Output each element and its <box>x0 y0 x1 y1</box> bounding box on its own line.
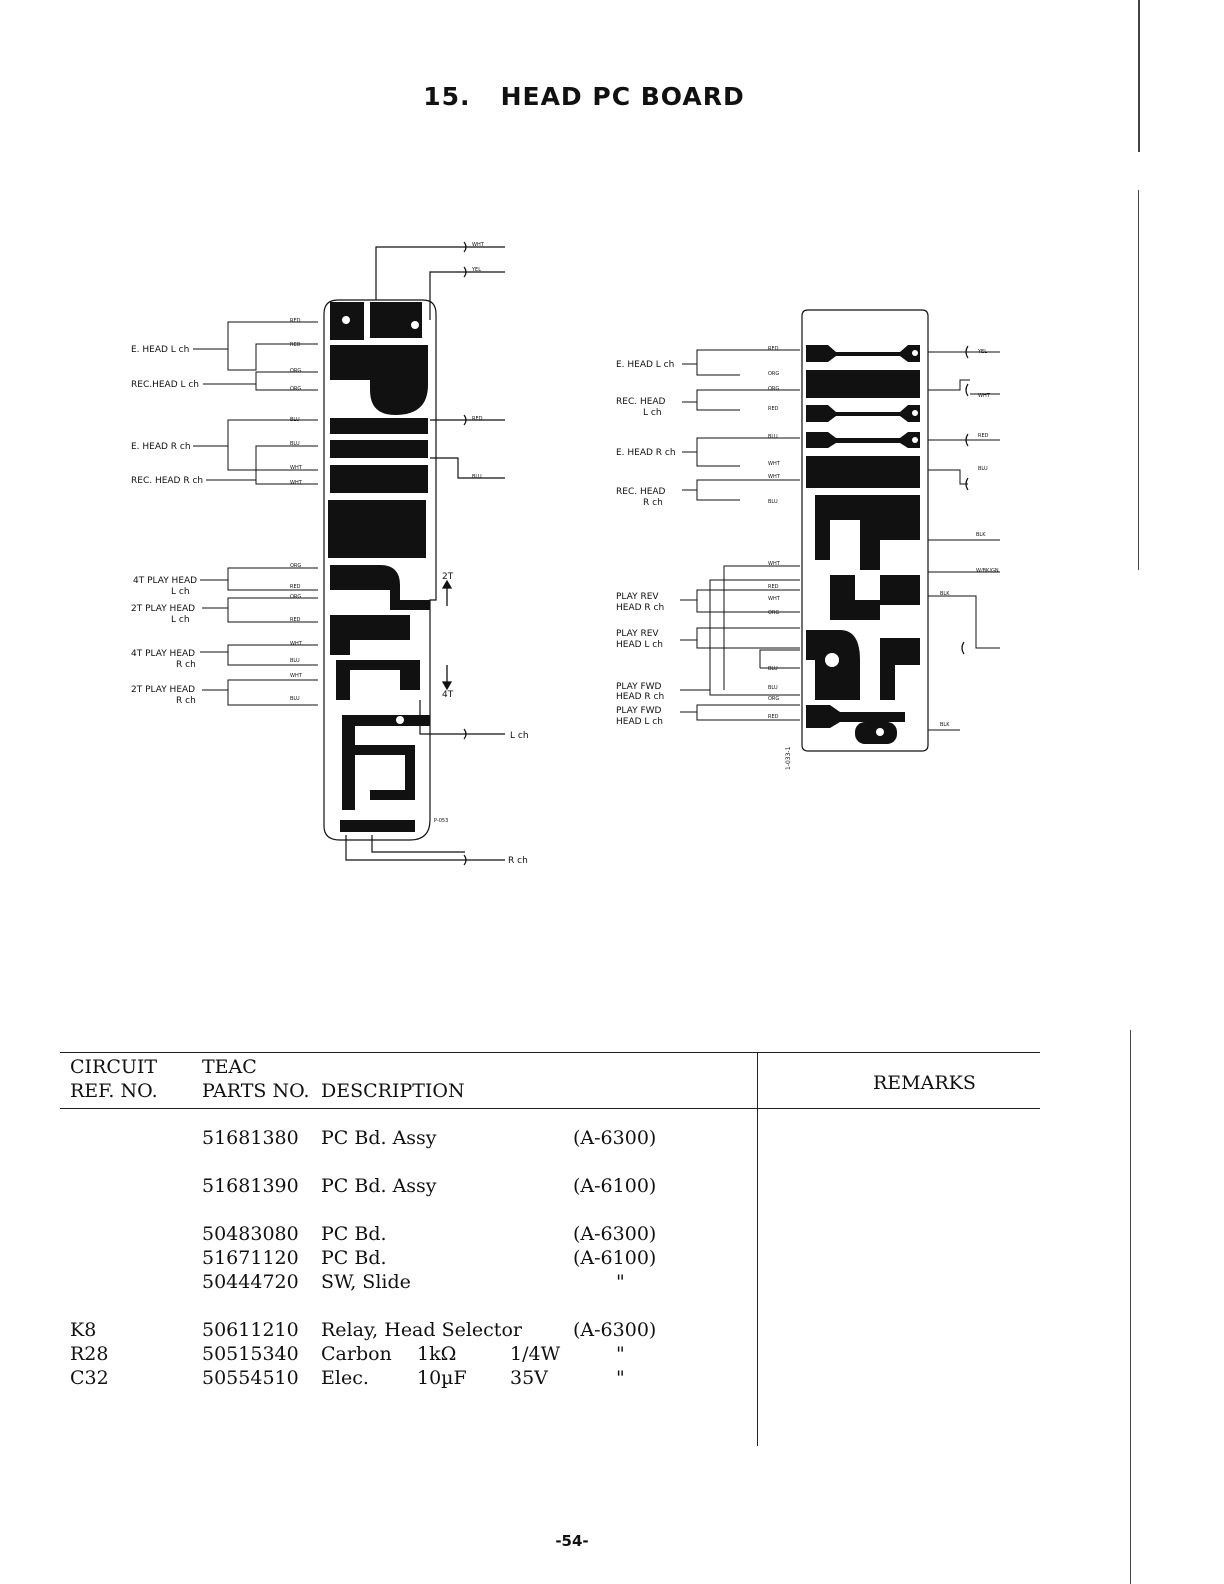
yel-output-wire <box>430 272 505 320</box>
part-number-cell: 50611210 <box>202 1319 299 1341</box>
part-number-cell: 51681380 <box>202 1127 299 1149</box>
model-cell: " <box>616 1367 625 1389</box>
hole <box>371 760 381 770</box>
wire-label: ORG <box>768 696 780 702</box>
label-e-head-rch: E. HEAD R ch <box>616 448 676 458</box>
wire-label: RED <box>290 584 301 590</box>
wire-label: ORG <box>290 563 302 569</box>
jack-label-lch: L ch <box>510 731 529 741</box>
trace <box>355 745 415 800</box>
left-leads <box>193 322 318 705</box>
output-label: BLK <box>976 532 986 538</box>
label-rch: R ch <box>176 696 196 706</box>
table-row <box>0 1367 760 1391</box>
output-label: BLU <box>978 466 988 472</box>
jack-symbol <box>962 642 964 654</box>
label-e-head-rch: E. HEAD R ch <box>131 442 191 452</box>
ref-cell: C32 <box>70 1367 109 1389</box>
label-play-rev: PLAY REV <box>616 592 659 602</box>
hole <box>876 728 884 736</box>
part-number-cell: 50483080 <box>202 1223 299 1245</box>
arrow-label-2t: 2T <box>442 572 454 582</box>
board-code: P-053 <box>434 818 449 824</box>
header-remarks: REMARKS <box>873 1072 976 1094</box>
trace <box>815 495 920 570</box>
trace <box>806 370 920 398</box>
trace <box>340 820 415 832</box>
header-circuit: CIRCUIT <box>70 1056 158 1078</box>
label-rec-head-lch: REC.HEAD L ch <box>131 380 200 390</box>
header-teac: TEAC <box>202 1056 257 1078</box>
output-label: YEL <box>472 267 481 273</box>
header-parts-no: PARTS NO. <box>202 1080 310 1102</box>
label-rch: R ch <box>176 660 196 670</box>
arrow-label-4t: 4T <box>442 690 454 700</box>
wire-label: RED <box>768 584 779 590</box>
description-cell: PC Bd. Assy <box>321 1175 437 1197</box>
description-cell: PC Bd. Assy <box>321 1127 437 1149</box>
wire-label: RED <box>290 617 301 623</box>
part-number-cell: 51681390 <box>202 1175 299 1197</box>
blu-output-wire <box>430 458 505 478</box>
ref-cell: K8 <box>70 1319 97 1341</box>
output-label: BLK <box>940 722 950 728</box>
hole <box>912 410 918 416</box>
trace <box>330 615 410 655</box>
wire-label: RED <box>768 406 779 412</box>
wire-label: WHT <box>290 465 302 471</box>
lch-output-wire <box>420 700 505 734</box>
output-label: RED <box>978 433 989 439</box>
part-number-cell: 50444720 <box>202 1271 299 1293</box>
label-lch: L ch <box>171 587 190 597</box>
wire-label: WHT <box>768 561 780 567</box>
output-label: BLK <box>940 591 950 597</box>
label-rec-head-rch: REC. HEAD R ch <box>131 476 204 486</box>
wire-label: BLU <box>290 441 300 447</box>
pad <box>370 302 422 338</box>
wire-label: BLU <box>768 499 778 505</box>
table-top-rule <box>60 1052 1040 1053</box>
description-cell: Relay, Head Selector <box>321 1319 522 1341</box>
label-4t-play-head-rch: 4T PLAY HEAD <box>131 649 196 659</box>
model-cell: (A-6300) <box>573 1223 657 1245</box>
table-row <box>0 1343 760 1367</box>
wire-label: BLU <box>290 417 300 423</box>
wire-label: WHT <box>768 461 780 467</box>
hole <box>912 437 918 443</box>
wire-label: RED <box>290 342 301 348</box>
table-row <box>0 1223 760 1247</box>
trace <box>880 575 920 605</box>
wire-label: BLU <box>290 696 300 702</box>
part-number-cell: 50554510 <box>202 1367 299 1389</box>
trace <box>330 345 428 415</box>
ref-cell: R28 <box>70 1343 109 1365</box>
label-rec-head: REC. HEAD <box>616 397 666 407</box>
jack-label-rch: R ch <box>508 856 528 866</box>
trace <box>336 660 420 700</box>
wire-label: ORG <box>290 368 302 374</box>
wire-label: RED <box>768 346 779 352</box>
trace <box>830 575 880 620</box>
model-cell: (A-6100) <box>573 1175 657 1197</box>
trace <box>328 500 426 558</box>
jack-symbol <box>966 384 968 396</box>
label-play-fwd: PLAY FWD <box>616 682 662 692</box>
page-number: -54- <box>555 1532 589 1550</box>
header-description: DESCRIPTION <box>321 1080 465 1102</box>
trace <box>330 440 428 458</box>
wire-label: BLU <box>768 685 778 691</box>
model-cell: " <box>616 1343 625 1365</box>
wire-label: WHT <box>768 474 780 480</box>
label-2t-play-head-lch: 2T PLAY HEAD <box>131 604 196 614</box>
label-2t-play-head-rch: 2T PLAY HEAD <box>131 685 196 695</box>
table-header-rule <box>60 1108 1040 1109</box>
table-row <box>0 1175 760 1199</box>
wire-label: BLU <box>290 658 300 664</box>
rating-cell: 35V <box>510 1367 548 1389</box>
label-play-fwd: PLAY FWD <box>616 706 662 716</box>
arrowhead <box>443 581 451 588</box>
trace <box>880 638 920 700</box>
label-head-lch: HEAD L ch <box>616 640 663 650</box>
description-cell: SW, Slide <box>321 1271 411 1293</box>
hole <box>411 321 419 329</box>
wire-label: BLU <box>768 434 778 440</box>
table-row <box>0 1271 760 1295</box>
wire-label: ORG <box>768 610 780 616</box>
description-cell: PC Bd. <box>321 1223 387 1245</box>
wire-label: RED <box>768 714 779 720</box>
value-cell: 10µF <box>417 1367 467 1389</box>
wire-label: WHT <box>290 673 302 679</box>
output-label: BLU <box>472 474 482 480</box>
output-label: WHT <box>978 393 990 399</box>
model-cell: (A-6300) <box>573 1127 657 1149</box>
wire-label: ORG <box>768 386 780 392</box>
label-e-head-lch: E. HEAD L ch <box>616 360 675 370</box>
margin-rule <box>1130 1030 1131 1584</box>
wire-label: ORG <box>768 371 780 377</box>
wire-label: WHT <box>768 596 780 602</box>
wire-label: ORG <box>290 386 302 392</box>
output-label: W/BK/GN <box>976 568 999 574</box>
label-rch: R ch <box>643 498 663 508</box>
trace <box>806 456 920 488</box>
description-cell: Elec. <box>321 1367 369 1389</box>
output-label: RED <box>472 416 483 422</box>
label-lch: L ch <box>171 615 190 625</box>
left-arrows <box>443 581 451 689</box>
table-row <box>0 1319 760 1343</box>
value-cell: 1kΩ <box>417 1343 457 1365</box>
model-cell: (A-6100) <box>573 1247 657 1269</box>
trace <box>806 405 920 422</box>
trace <box>806 432 920 448</box>
hole <box>396 716 404 724</box>
wire-label: WHT <box>290 641 302 647</box>
rch-output-wire <box>346 835 505 860</box>
model-cell: " <box>616 1271 625 1293</box>
label-head-rch: HEAD R ch <box>616 603 665 613</box>
left-board-traces <box>328 302 430 832</box>
left-jacks <box>464 242 466 865</box>
model-cell: (A-6300) <box>573 1319 657 1341</box>
output-label: WHT <box>472 242 484 248</box>
wire-label: RED <box>290 318 301 324</box>
board-code: 1-033-1 <box>785 746 792 770</box>
wire-label: BLU <box>768 666 778 672</box>
wire-label: ORG <box>290 594 302 600</box>
rch-output-wire-2 <box>372 835 465 852</box>
trace <box>330 465 428 493</box>
table-row <box>0 1127 760 1151</box>
trace <box>330 418 428 434</box>
label-e-head-lch: E. HEAD L ch <box>131 345 190 355</box>
label-play-rev: PLAY REV <box>616 629 659 639</box>
right-jacks <box>962 346 968 654</box>
part-number-cell: 50515340 <box>202 1343 299 1365</box>
label-rec-head: REC. HEAD <box>616 487 666 497</box>
hole <box>912 350 918 356</box>
part-number-cell: 51671120 <box>202 1247 299 1269</box>
description-cell: PC Bd. <box>321 1247 387 1269</box>
rating-cell: 1/4W <box>510 1343 561 1365</box>
trace <box>330 565 430 610</box>
wire-label: WHT <box>290 480 302 486</box>
right-board-traces <box>806 345 920 744</box>
hole <box>342 316 350 324</box>
label-head-rch: HEAD R ch <box>616 692 665 702</box>
label-4t-play-head-lch: 4T PLAY HEAD <box>133 576 198 586</box>
table-row <box>0 1247 760 1271</box>
label-head-lch: HEAD L ch <box>616 717 663 727</box>
wht-output-wire <box>376 247 505 300</box>
trace <box>855 722 897 744</box>
page-title: 15. HEAD PC BOARD <box>423 82 745 111</box>
description-cell: Carbon <box>321 1343 392 1365</box>
header-ref-no: REF. NO. <box>70 1080 158 1102</box>
hole <box>825 653 839 667</box>
trace <box>806 345 920 362</box>
output-label: YEL <box>978 349 987 355</box>
label-lch: L ch <box>643 408 662 418</box>
arrowhead <box>443 682 451 689</box>
